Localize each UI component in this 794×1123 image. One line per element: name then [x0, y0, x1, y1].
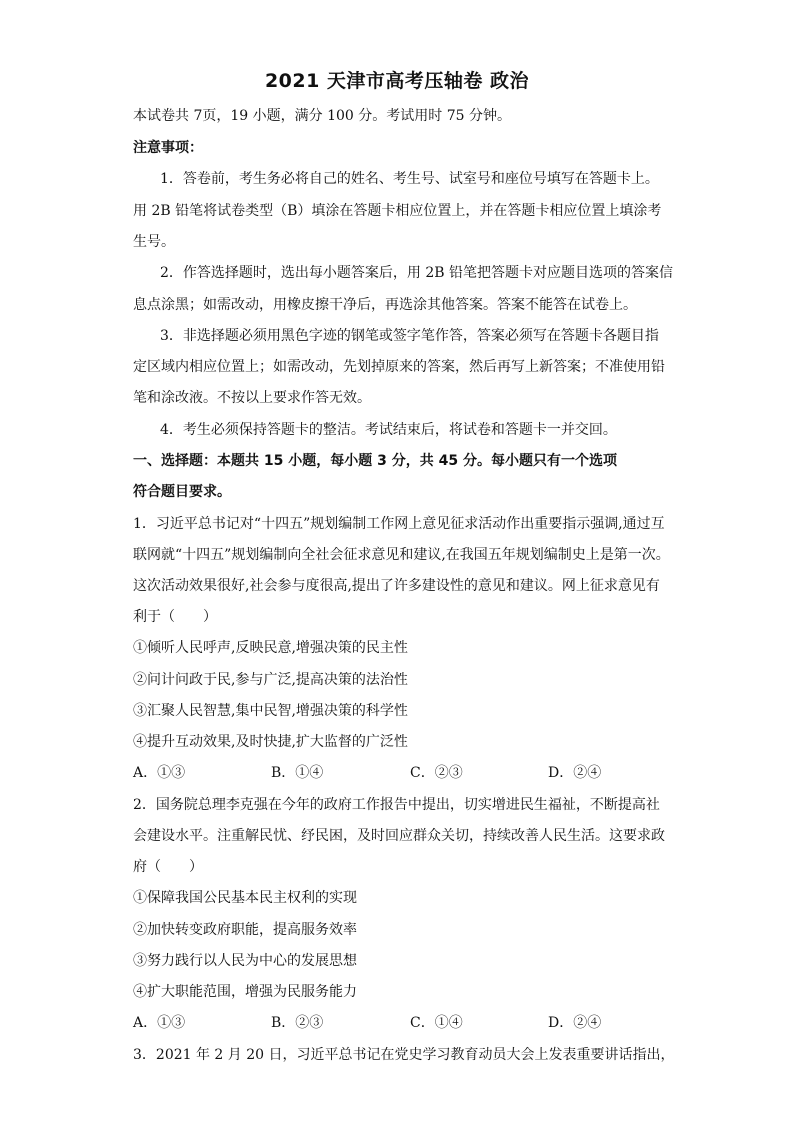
- section-heading-line-1: 一、选择题：本题共 15 小题，每小题 3 分，共 45 分。每小题只有一个选项: [133, 453, 617, 469]
- section-heading-line-2: 符合题目要求。: [133, 484, 231, 500]
- q1-item-4: ④提升互动效果,及时快捷,扩大监督的广泛性: [133, 734, 408, 750]
- q1-item-3: ③汇聚人民智慧,集中民智,增强决策的科学性: [133, 703, 408, 719]
- q2-item-3: ③努力践行以人民为中心的发展思想: [133, 953, 357, 969]
- q1-stem-line-4: 利于（ ）: [133, 609, 217, 625]
- q2-stem-line-2: 会建设水平。注重解民忧、纾民困，及时回应群众关切，持续改善人民生活。这要求政: [133, 828, 665, 844]
- notice-3-line-2: 定区域内相应位置上；如需改动，先划掉原来的答案，然后再写上新答案；不准使用铅: [133, 359, 665, 375]
- notice-1-line-2: 用 2B 铅笔将试卷类型（B）填涂在答题卡相应位置上，并在答题卡相应位置上填涂考: [133, 203, 662, 219]
- notice-2-line-1: 2．作答选择题时，选出每小题答案后，用 2B 铅笔把答题卡对应题目选项的答案信: [160, 265, 674, 281]
- q1-stem-line-2: 联网就“十四五”规划编制向全社会征求意见和建议,在我国五年规划编制史上是第一次。: [133, 547, 670, 563]
- q1-item-1: ①倾听人民呼声,反映民意,增强决策的民主性: [133, 640, 408, 656]
- q2-item-2: ②加快转变政府职能，提高服务效率: [133, 922, 357, 938]
- notice-3-line-1: 3．非选择题必须用黑色字迹的钢笔或签字笔作答，答案必须写在答题卡各题目指: [160, 328, 659, 344]
- q1-item-2: ②问计问政于民,参与广泛,提高决策的法治性: [133, 672, 408, 688]
- q2-option-b[interactable]: B．②③: [271, 1015, 324, 1031]
- notice-2-line-2: 息点涂黑；如需改动，用橡皮擦干净后，再选涂其他答案。答案不能答在试卷上。: [133, 297, 637, 313]
- q1-option-c[interactable]: C．②③: [410, 765, 463, 781]
- q1-stem-line-3: 这次活动效果很好,社会参与度很高,提出了许多建设性的意见和建议。网上征求意见有: [133, 578, 660, 594]
- notice-4-line-1: 4．考生必须保持答题卡的整洁。考试结束后，将试卷和答题卡一并交回。: [160, 422, 617, 438]
- q1-option-b[interactable]: B．①④: [271, 765, 324, 781]
- q1-option-d[interactable]: D．②④: [548, 765, 602, 781]
- q2-option-c[interactable]: C．①④: [410, 1015, 463, 1031]
- page-title: 2021 天津市高考压轴卷 政治: [264, 70, 530, 92]
- notice-heading: 注意事项：: [133, 140, 203, 156]
- q2-stem-line-1: 2．国务院总理李克强在今年的政府工作报告中提出，切实增进民生福祉，不断提高社: [133, 797, 660, 813]
- notice-3-line-3: 笔和涂改液。不按以上要求作答无效。: [133, 390, 371, 406]
- q1-option-a[interactable]: A．①③: [133, 765, 186, 781]
- notice-1-line-1: 1．答卷前，考生务必将自己的姓名、考生号、试室号和座位号填写在答题卡上。: [160, 171, 659, 187]
- q2-option-d[interactable]: D．②④: [548, 1015, 602, 1031]
- q2-item-1: ①保障我国公民基本民主权利的实现: [133, 890, 357, 906]
- q3-stem-line-1: 3．2021 年 2 月 20 日，习近平总书记在党史学习教育动员大会上发表重要讲话指出，: [133, 1047, 675, 1063]
- q2-option-a[interactable]: A．①③: [133, 1015, 186, 1031]
- notice-1-line-3: 生号。: [133, 234, 175, 250]
- q2-stem-line-3: 府（ ）: [133, 859, 203, 875]
- q1-stem-line-1: 1．习近平总书记对“十四五”规划编制工作网上意见征求活动作出重要指示强调,通过互: [133, 516, 665, 532]
- exam-intro: 本试卷共 7页，19 小题，满分 100 分。考试用时 75 分钟。: [133, 108, 511, 124]
- q2-item-4: ④扩大职能范围，增强为民服务能力: [133, 984, 357, 1000]
